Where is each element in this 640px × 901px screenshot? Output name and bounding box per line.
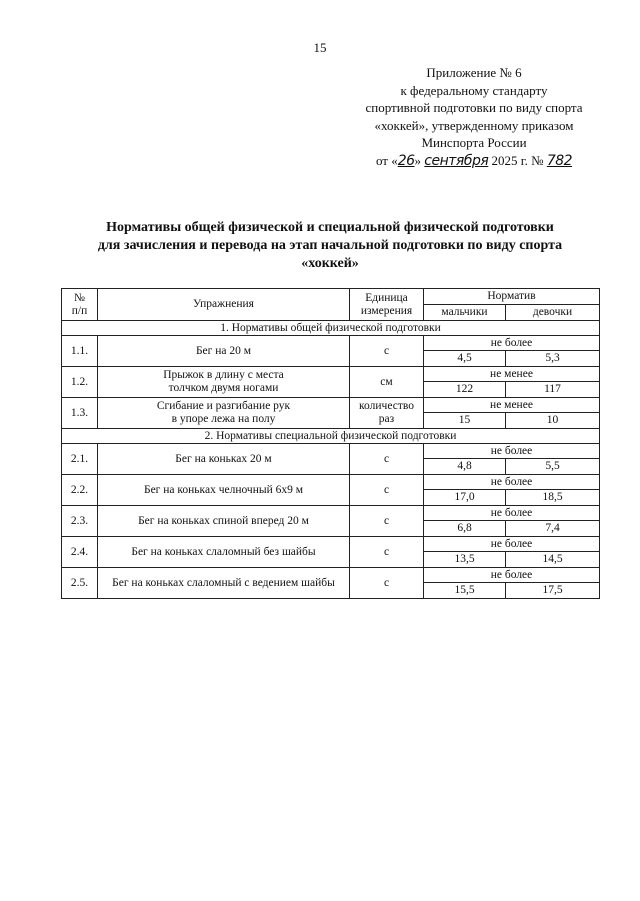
section-title: 2. Нормативы специальной физической подготовки	[62, 429, 600, 444]
exercise-line: Бег на коньках слаломный с ведением шайбы	[112, 576, 335, 589]
page-number: 15	[313, 40, 327, 55]
table-row	[62, 537, 600, 552]
row-exercise	[98, 475, 350, 506]
row-boys-value: 15	[424, 413, 506, 429]
table-row	[62, 568, 600, 583]
row-girls-value: 17,5	[506, 583, 600, 599]
row-condition: не менее	[424, 398, 600, 413]
header-exercise: Упражнения	[98, 289, 350, 321]
row-boys-value: 17,0	[424, 490, 506, 506]
row-number: 1.3.	[62, 398, 98, 429]
title-line: Нормативы общей физической и специальной физической подготовки	[106, 220, 554, 235]
row-number: 2.4.	[62, 537, 98, 568]
header-unit	[350, 289, 424, 321]
row-number: 2.1.	[62, 444, 98, 475]
exercise-line: Сгибание и разгибание рук	[156, 400, 291, 412]
appendix-header	[330, 64, 618, 170]
table-row	[62, 367, 600, 382]
unit-line: с	[383, 576, 390, 589]
row-number: 2.5.	[62, 568, 98, 599]
section-row	[62, 321, 600, 336]
exercise-line: Бег на коньках челночный 6х9 м	[143, 483, 304, 496]
header-girls: девочки	[506, 305, 600, 321]
appendix-line: «хоккей», утвержденному приказом	[374, 117, 574, 133]
table-row	[62, 506, 600, 521]
date-year: 2025 г. №	[491, 152, 544, 168]
unit-line: с	[383, 483, 390, 496]
unit-line: с	[383, 344, 390, 357]
header-num-line: п/п	[71, 304, 88, 317]
exercise-line: Бег на коньках слаломный без шайбы	[131, 545, 316, 558]
appendix-line: Приложение № 6	[426, 65, 522, 80]
exercise-line: Бег на коньках 20 м	[175, 452, 272, 465]
row-boys-value: 122	[424, 382, 506, 398]
exercise-line: Бег на 20 м	[195, 344, 252, 357]
row-boys-value: 13,5	[424, 552, 506, 568]
row-condition: не более	[424, 506, 600, 521]
row-condition: не менее	[424, 367, 600, 382]
row-girls-value: 5,3	[506, 351, 600, 367]
unit-line: см	[380, 375, 393, 388]
unit-line: с	[383, 514, 390, 527]
row-girls-value: 5,5	[506, 459, 600, 475]
row-condition: не более	[424, 336, 600, 351]
row-number: 1.2.	[62, 367, 98, 398]
norms-table-body	[62, 321, 600, 599]
row-boys-value: 4,5	[424, 351, 506, 367]
row-boys-value: 6,8	[424, 521, 506, 537]
unit-line: с	[383, 452, 390, 465]
row-condition: не более	[424, 475, 600, 490]
header-num	[62, 289, 98, 321]
row-girls-value: 7,4	[506, 521, 600, 537]
row-unit	[350, 398, 424, 429]
date-month: сентября	[424, 152, 489, 169]
row-exercise	[98, 336, 350, 367]
row-condition: не более	[424, 568, 600, 583]
appendix-line: к федеральному стандарту	[400, 82, 548, 98]
row-unit	[350, 568, 424, 599]
title-line: для зачисления и перевода на этап начальной подготовки по виду спорта	[97, 238, 563, 253]
order-date-line	[330, 152, 618, 171]
exercise-line: толчком двумя ногами	[168, 382, 279, 394]
row-girls-value: 14,5	[506, 552, 600, 568]
date-prefix: от «	[375, 152, 398, 168]
exercise-line: Прыжок в длину с места	[163, 369, 284, 381]
row-exercise	[98, 444, 350, 475]
norms-table	[61, 288, 600, 599]
row-boys-value: 4,8	[424, 459, 506, 475]
unit-line: с	[383, 545, 390, 558]
row-girls-value: 18,5	[506, 490, 600, 506]
section-title: 1. Нормативы общей физической подготовки	[62, 321, 600, 336]
appendix-line: Минспорта России	[421, 135, 527, 150]
row-unit	[350, 444, 424, 475]
unit-line: количество	[359, 400, 414, 412]
table-row	[62, 444, 600, 459]
row-exercise	[98, 506, 350, 537]
header-num-line: №	[74, 291, 85, 304]
section-row	[62, 429, 600, 444]
row-condition: не более	[424, 537, 600, 552]
row-exercise	[98, 537, 350, 568]
row-boys-value: 15,5	[424, 583, 506, 599]
row-unit	[350, 537, 424, 568]
row-exercise	[98, 398, 350, 429]
title-line: «хоккей»	[301, 256, 359, 271]
row-girls-value: 10	[506, 413, 600, 429]
unit-line: раз	[378, 413, 395, 425]
row-number: 1.1.	[62, 336, 98, 367]
row-unit	[350, 506, 424, 537]
header-unit-line: измерения	[360, 304, 413, 317]
row-unit	[350, 336, 424, 367]
row-number: 2.3.	[62, 506, 98, 537]
table-row	[62, 398, 600, 413]
header-norm: Норматив	[424, 289, 600, 305]
date-day: 26	[397, 152, 415, 169]
row-number: 2.2.	[62, 475, 98, 506]
row-unit	[350, 475, 424, 506]
order-number: 782	[546, 152, 573, 169]
row-condition: не более	[424, 444, 600, 459]
row-unit	[350, 367, 424, 398]
document-title	[60, 219, 600, 273]
header-boys: мальчики	[424, 305, 506, 321]
row-exercise	[98, 568, 350, 599]
exercise-line: Бег на коньках спиной вперед 20 м	[138, 514, 309, 527]
row-girls-value: 117	[506, 382, 600, 398]
table-row	[62, 336, 600, 351]
date-mid: »	[414, 152, 422, 168]
table-row	[62, 475, 600, 490]
appendix-line: спортивной подготовки по виду спорта	[365, 100, 583, 115]
row-exercise	[98, 367, 350, 398]
exercise-line: в упоре лежа на полу	[171, 413, 276, 425]
header-unit-line: Единица	[365, 291, 408, 304]
